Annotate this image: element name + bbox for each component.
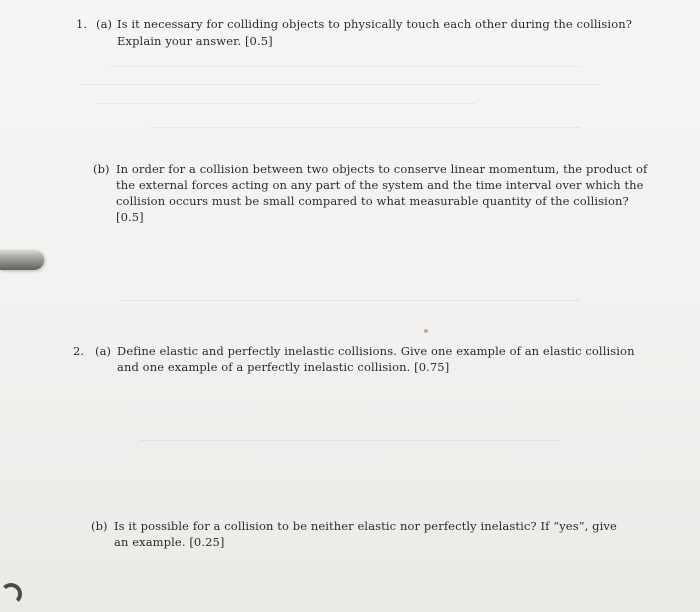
- question-text-line: an example. [0.25]: [114, 535, 225, 549]
- question-text-line: Is it necessary for colliding objects to physically touch each other during the collision?: [117, 17, 632, 31]
- question-text-line: and one example of a perfectly inelastic collision. [0.75]: [117, 360, 450, 374]
- part-label: (b): [91, 519, 108, 533]
- question-number: 1.: [76, 17, 88, 31]
- question-text-line: Explain your answer. [0.5]: [117, 34, 273, 48]
- part-label: (a): [95, 344, 112, 358]
- part-label: (b): [93, 162, 110, 176]
- question-text-line: the external forces acting on any part of the system and the time interval over which the: [116, 178, 644, 192]
- question-text-line: In order for a collision between two objects to conserve linear momentum, the product of: [116, 162, 648, 176]
- question-text-line: [0.5]: [116, 210, 144, 224]
- question-number: 2.: [73, 344, 85, 358]
- question-text-line: collision occurs must be small compared to what measurable quantity of the collision?: [116, 194, 629, 208]
- question-text-line: Is it possible for a collision to be neither elastic nor perfectly inelastic? If “yes”, give: [114, 519, 617, 533]
- part-label: (a): [96, 17, 113, 31]
- question-text-line: Define elastic and perfectly inelastic collisions. Give one example of an elastic collision: [117, 344, 635, 358]
